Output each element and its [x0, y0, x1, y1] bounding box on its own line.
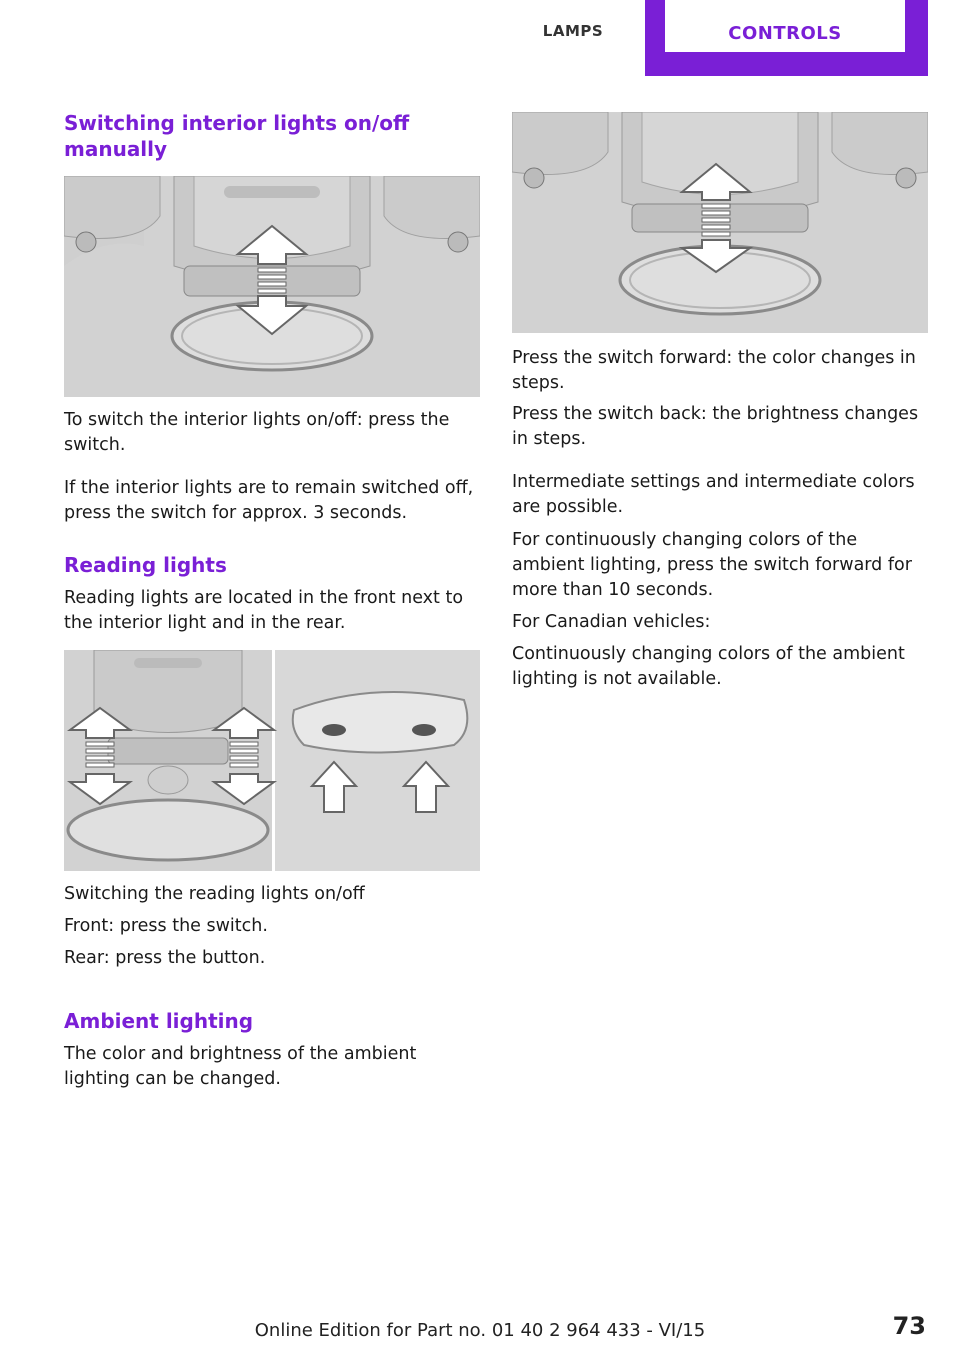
heading-reading-lights: Reading lights	[64, 553, 227, 577]
figure-interior-light	[64, 176, 480, 397]
paragraph: Intermediate settings and intermediate colors are possible.	[512, 472, 915, 517]
paragraph: The color and brightness of the ambient lighting can be changed.	[64, 1044, 417, 1089]
paragraph: For Canadian vehicles:	[512, 612, 711, 632]
footer-edition: Online Edition for Part no. 01 40 2 964 433 - VI/15	[254, 1320, 706, 1341]
paragraph: Front: press the switch.	[64, 916, 268, 936]
paragraph: Continuously changing colors of the ambient lighting is not available.	[512, 644, 905, 689]
paragraph: To switch the interior lights on/off: press the switch.	[64, 410, 450, 455]
heading-ambient-lighting: Ambient lighting	[64, 1009, 254, 1033]
paragraph: If the interior lights are to remain switched off, press the switch for approx. 3 seconds.	[64, 478, 474, 523]
paragraph: Switching the reading lights on/off	[64, 884, 365, 904]
figure-reading-lights	[64, 650, 480, 871]
heading-interior-lights: Switching interior lights on/off manually	[64, 111, 410, 161]
paragraph: For continuously changing colors of the ambient lighting, press the switch forward for more than 10 seconds.	[512, 530, 912, 600]
chapter-tab	[645, 0, 928, 76]
paragraph: Rear: press the button.	[64, 948, 266, 968]
page-number: 73	[892, 1312, 926, 1340]
section-title: LAMPS	[542, 22, 604, 40]
paragraph: Press the switch back: the brightness changes in steps.	[512, 404, 919, 449]
figure-ambient-switch	[512, 112, 928, 333]
chapter-title: CONTROLS	[665, 0, 905, 52]
paragraph: Press the switch forward: the color changes in steps.	[512, 348, 916, 393]
paragraph: Reading lights are located in the front next to the interior light and in the rear.	[64, 588, 464, 633]
